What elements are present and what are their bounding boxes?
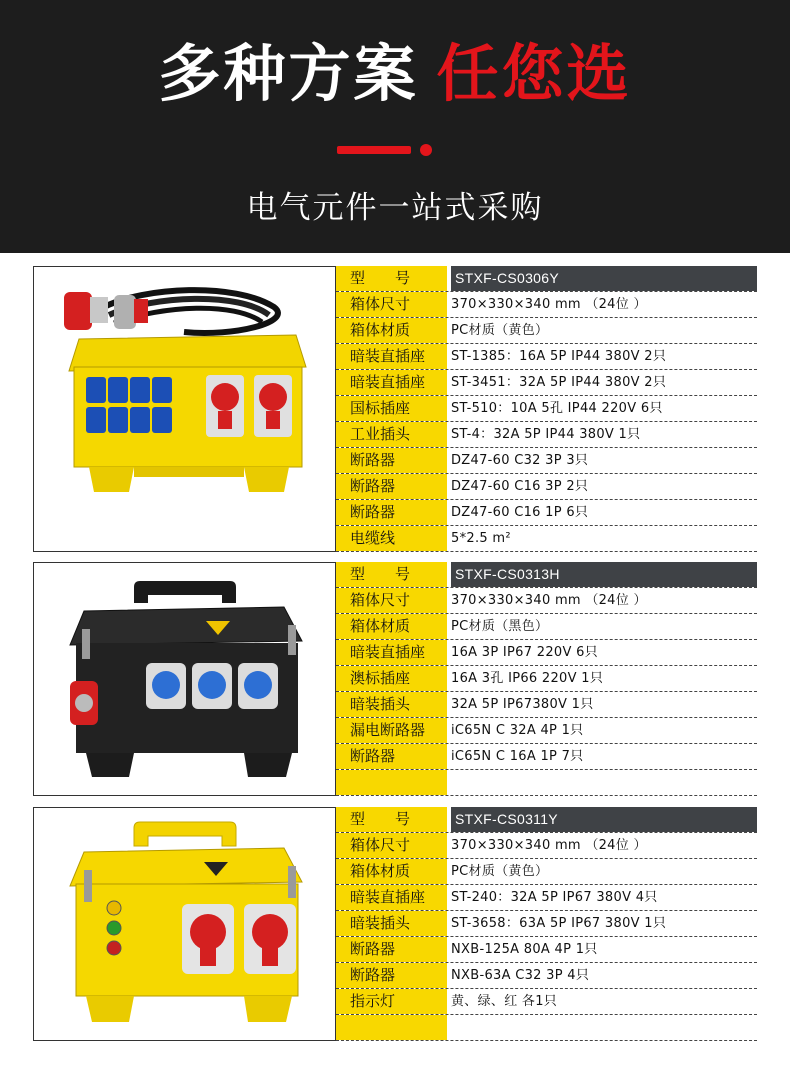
product-photo — [33, 562, 336, 796]
spec-label — [336, 770, 447, 795]
spec-label: 断路器 — [336, 963, 447, 988]
spec-row — [336, 937, 757, 963]
spec-row — [336, 744, 757, 770]
product-card — [33, 266, 757, 552]
spec-label: 指示灯 — [336, 989, 447, 1014]
spec-value: PC材质（黄色） — [451, 864, 549, 879]
spec-row — [336, 770, 757, 796]
spec-label: 箱体材质 — [336, 859, 447, 884]
spec-label: 箱体尺寸 — [336, 833, 447, 858]
spec-label: 断路器 — [336, 500, 447, 525]
spec-row — [336, 885, 757, 911]
product-card — [33, 807, 757, 1041]
spec-value: ST-3658：63A 5P IP67 380V 1只 — [451, 916, 667, 931]
black-box-with-handle-image — [34, 563, 336, 796]
spec-value: PC材质（黄色） — [451, 323, 549, 338]
spec-row — [336, 614, 757, 640]
spec-value: PC材质（黑色） — [451, 619, 549, 634]
spec-label: 箱体尺寸 — [336, 292, 447, 317]
spec-row — [336, 911, 757, 937]
spec-row — [336, 292, 757, 318]
spec-value: DZ47-60 C32 3P 3只 — [451, 453, 589, 468]
model-row — [336, 807, 757, 833]
spec-label — [336, 1015, 447, 1040]
spec-value: ST-510：10A 5孔 IP44 220V 6只 — [451, 401, 663, 416]
product-photo — [33, 266, 336, 552]
spec-label: 国标插座 — [336, 396, 447, 421]
model-value: STXF-CS0306Y — [451, 266, 757, 291]
title-divider — [337, 146, 411, 154]
spec-value — [451, 1015, 757, 1040]
spec-value: NXB-125A 80A 4P 1只 — [451, 942, 598, 957]
spec-row — [336, 318, 757, 344]
spec-value: iC65N C 16A 1P 7只 — [451, 749, 584, 764]
spec-label: 箱体材质 — [336, 614, 447, 639]
title-red: 任您选 — [436, 37, 632, 110]
spec-label: 漏电断路器 — [336, 718, 447, 743]
spec-label: 澳标插座 — [336, 666, 447, 691]
page-subtitle: 电气元件一站式采购 — [246, 190, 544, 226]
spec-row — [336, 370, 757, 396]
spec-row — [336, 963, 757, 989]
spec-row — [336, 526, 757, 552]
header-banner — [0, 0, 790, 253]
product-card — [33, 562, 757, 796]
spec-row — [336, 344, 757, 370]
spec-value: 32A 5P IP67380V 1只 — [451, 697, 594, 712]
spec-label: 断路器 — [336, 744, 447, 769]
model-label: 型 号 — [336, 266, 447, 291]
spec-label: 暗装插头 — [336, 911, 447, 936]
title-divider-dot — [420, 144, 432, 156]
spec-row — [336, 422, 757, 448]
spec-label: 断路器 — [336, 937, 447, 962]
spec-value: ST-3451：32A 5P IP44 380V 2只 — [451, 375, 667, 390]
spec-value: NXB-63A C32 3P 4只 — [451, 968, 590, 983]
spec-label: 电缆线 — [336, 526, 447, 551]
spec-label: 工业插头 — [336, 422, 447, 447]
model-row — [336, 562, 757, 588]
model-label: 型 号 — [336, 807, 447, 832]
spec-label: 暗装插头 — [336, 692, 447, 717]
spec-label: 暗装直插座 — [336, 640, 447, 665]
spec-row — [336, 588, 757, 614]
title-white: 多种方案 — [158, 37, 419, 110]
spec-label: 断路器 — [336, 448, 447, 473]
spec-value — [451, 770, 757, 795]
spec-label: 暗装直插座 — [336, 885, 447, 910]
spec-label: 箱体尺寸 — [336, 588, 447, 613]
spec-value: DZ47-60 C16 1P 6只 — [451, 505, 589, 520]
spec-value: 黄、绿、红 各1只 — [451, 994, 558, 1009]
spec-value: 370×330×340 mm （24位 ） — [451, 838, 647, 853]
spec-value: 16A 3P IP67 220V 6只 — [451, 645, 598, 660]
spec-row — [336, 666, 757, 692]
spec-label: 暗装直插座 — [336, 370, 447, 395]
model-row — [336, 266, 757, 292]
spec-value: 370×330×340 mm （24位 ） — [451, 297, 647, 312]
model-value: STXF-CS0313H — [451, 562, 757, 587]
spec-value: ST-1385：16A 5P IP44 380V 2只 — [451, 349, 667, 364]
spec-row — [336, 396, 757, 422]
spec-row — [336, 833, 757, 859]
spec-row — [336, 989, 757, 1015]
spec-row — [336, 692, 757, 718]
spec-row — [336, 474, 757, 500]
spec-value: iC65N C 32A 4P 1只 — [451, 723, 584, 738]
spec-row — [336, 640, 757, 666]
spec-row — [336, 1015, 757, 1041]
product-photo — [33, 807, 336, 1041]
spec-value: 16A 3孔 IP66 220V 1只 — [451, 671, 604, 686]
spec-label: 暗装直插座 — [336, 344, 447, 369]
spec-row — [336, 448, 757, 474]
page-title — [0, 36, 790, 112]
spec-row — [336, 500, 757, 526]
spec-label: 箱体材质 — [336, 318, 447, 343]
yellow-box-with-cable-image — [34, 267, 336, 552]
spec-value: ST-4：32A 5P IP44 380V 1只 — [451, 427, 641, 442]
spec-value: 370×330×340 mm （24位 ） — [451, 593, 647, 608]
spec-label: 断路器 — [336, 474, 447, 499]
spec-value: 5*2.5 m² — [451, 531, 511, 546]
model-label: 型 号 — [336, 562, 447, 587]
model-value: STXF-CS0311Y — [451, 807, 757, 832]
spec-value: ST-240：32A 5P IP67 380V 4只 — [451, 890, 658, 905]
spec-value: DZ47-60 C16 3P 2只 — [451, 479, 589, 494]
spec-row — [336, 718, 757, 744]
spec-row — [336, 859, 757, 885]
yellow-box-with-handle-image — [34, 808, 336, 1041]
